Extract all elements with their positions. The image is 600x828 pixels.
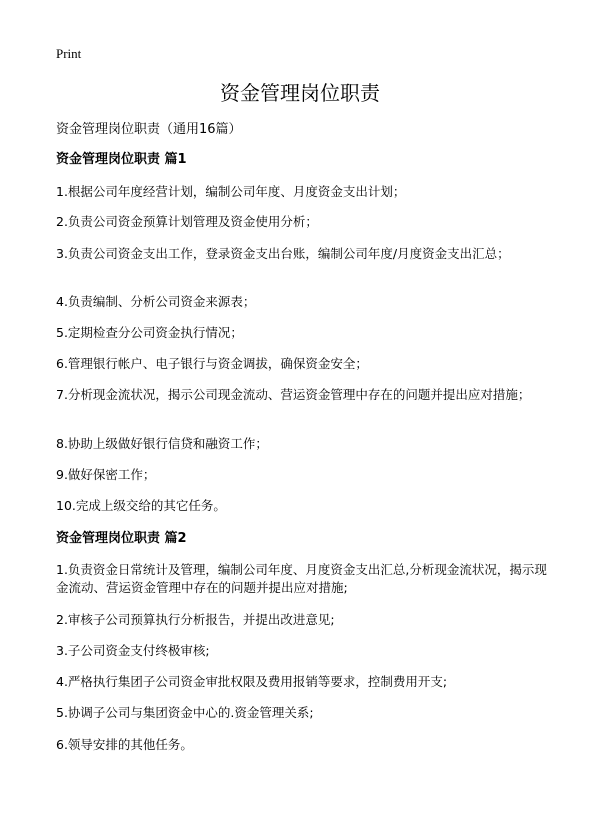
list-item: 9.做好保密工作； [56,467,156,482]
print-label: Print [56,46,82,61]
list-item: 4.负责编制、分析公司资金来源表； [56,294,256,309]
list-item: 6.管理银行帐户、电子银行与资金调拔，确保资金安全； [56,356,368,371]
section-heading-2: 资金管理岗位职责 篇2 [56,531,187,546]
list-item: 1.根据公司年度经营计划，编制公司年度、月度资金支出计划； [56,184,406,199]
list-item: 3.子公司资金支付终极审核; [56,643,210,658]
list-item: 4.严格执行集团子公司资金审批权限及费用报销等要求，控制费用开支; [56,674,448,689]
list-item: 5.协调子公司与集团资金中心的.资金管理关系; [56,705,314,720]
document-subtitle: 资金管理岗位职责（通用16篇） [56,122,242,137]
list-item: 6.领导安排的其他任务。 [56,737,193,752]
list-item: 10.完成上级交给的其它任务。 [56,498,226,513]
list-item: 2.负责公司资金预算计划管理及资金使用分析； [56,214,318,229]
list-item: 8.协助上级做好银行信贷和融资工作； [56,436,268,451]
list-item: 5.定期检查分公司资金执行情况； [56,325,243,340]
list-item: 2.审核子公司预算执行分析报告，并提出改进意见; [56,612,335,627]
list-item: 7.分析现金流状况，揭示公司现金流动、营运资金管理中存在的问题并提出应对措施； [56,387,531,402]
document-title: 资金管理岗位职责 [220,81,380,105]
section-heading-1: 资金管理岗位职责 篇1 [56,152,187,167]
list-item: 1.负责资金日常统计及管理，编制公司年度、月度资金支出汇总,分析现金流状况，揭示现金流动、营运资金管理中存在的问题并提出应对措施; [56,562,547,595]
list-item: 3.负责公司资金支出工作，登录资金支出台账，编制公司年度/月度资金支出汇总； [56,246,510,261]
